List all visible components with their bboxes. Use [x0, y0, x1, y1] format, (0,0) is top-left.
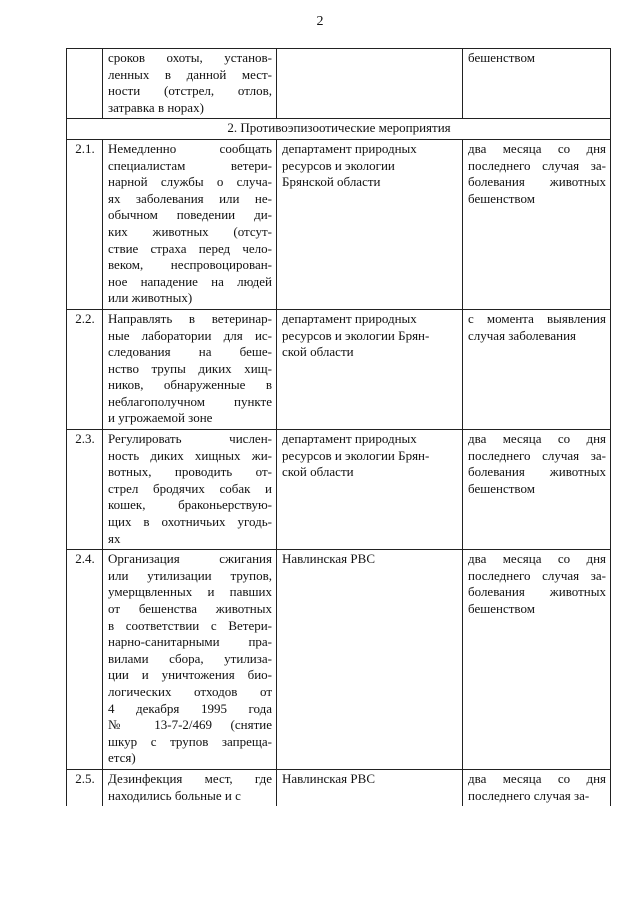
action-cell	[103, 309, 277, 429]
table-row	[67, 550, 611, 770]
cell-text-line: последнего случая за-	[468, 447, 606, 463]
cell-text-line: Брянской области	[282, 174, 381, 190]
cell-text-line: специалистам ветери-	[108, 157, 272, 173]
term-cell	[463, 139, 611, 309]
item-number	[67, 49, 103, 119]
cell-text-line: Немедленно сообщать	[108, 140, 272, 156]
cell-text-line: ресурсов и экологии Брян-	[282, 447, 430, 463]
executor-cell	[277, 49, 463, 119]
item-number: 2.3.	[67, 430, 103, 550]
cell-text-line: департамент природных	[282, 310, 417, 326]
term-cell	[463, 309, 611, 429]
continuation-row	[67, 49, 611, 119]
cell-text-line: последнего случая за-	[468, 567, 606, 583]
cell-text-line: шкур с трупов запреща-	[108, 733, 272, 749]
item-number: 2.2.	[67, 309, 103, 429]
cell-text-line: случая заболевания	[468, 327, 577, 343]
cell-text-line: Навлинская РВС	[282, 551, 375, 567]
section-header-row	[67, 119, 611, 140]
cell-text-line: последнего случая за-	[468, 787, 590, 803]
cell-text-line: неблагополучном пункте	[108, 393, 272, 409]
item-number: 2.1.	[67, 139, 103, 309]
cell-text-line: болевания животных	[468, 464, 606, 480]
cell-text-line: Дезинфекция мест, где	[108, 770, 272, 786]
cell-text-line: бешенством	[468, 601, 535, 616]
cell-text-line: ресурсов и экологии Брян-	[282, 327, 430, 343]
cell-text-line: стрел бродячих собак и	[108, 480, 272, 496]
cell-text-line: болевания животных	[468, 174, 606, 190]
cell-text-line: сроков охоты, установ-	[108, 50, 272, 65]
cell-text-line: 4 декабря 1995 года	[108, 700, 272, 716]
term-cell	[463, 49, 611, 119]
section-title: 2. Противоэпизоотические мероприятия	[67, 119, 611, 140]
cell-text-line: Направлять в ветеринар-	[108, 310, 272, 326]
cell-text-line: нство трупы диких хищ-	[108, 360, 272, 376]
cell-text-line: ской области	[282, 464, 354, 480]
cell-text-line: последнего случая за-	[468, 157, 606, 173]
cell-text-line: ствие страха перед чело-	[108, 240, 272, 256]
cell-text-line: ях заболевания или не-	[108, 190, 272, 206]
executor-cell	[277, 139, 463, 309]
cell-text-line: ность диких хищных жи-	[108, 447, 272, 463]
cell-text-line: бешенством	[468, 480, 535, 496]
cell-text-line: нарной службы о случа-	[108, 174, 272, 190]
cell-text-line: и угрожаемой зоне	[108, 410, 213, 426]
cell-text-line: ное нападение на людей	[108, 273, 272, 289]
cell-text-line: ях	[108, 530, 121, 546]
cell-text-line: № 13-7-2/469 (снятие	[108, 717, 272, 733]
cell-text-line: ности (отстрел, отлов,	[108, 83, 272, 99]
cell-text-line: Организация сжигания	[108, 551, 272, 567]
action-cell	[103, 49, 277, 119]
action-cell	[103, 550, 277, 770]
term-cell	[463, 430, 611, 550]
cell-text-line: затравка в норах)	[108, 99, 204, 115]
cell-text-line: Навлинская РВС	[282, 770, 375, 786]
executor-cell	[277, 769, 463, 806]
cell-text-line: умерщвленных и павших	[108, 584, 272, 600]
executor-cell	[277, 550, 463, 770]
cell-text-line: два месяца со дня	[468, 551, 606, 567]
cell-text-line: вотных, проводить от-	[108, 464, 272, 480]
item-number: 2.5.	[67, 769, 103, 806]
cell-text-line: департамент природных	[282, 140, 417, 156]
cell-text-line: ких животных (отсут-	[108, 223, 272, 239]
cell-text-line: Регулировать числен-	[108, 431, 272, 447]
cell-text-line: болевания животных	[468, 584, 606, 600]
cell-text-line: два месяца со дня	[468, 431, 606, 447]
cell-text-line: ников, обнаруженные в	[108, 377, 272, 393]
table-row	[67, 309, 611, 429]
cell-text-line: два месяца со дня	[468, 140, 606, 156]
cell-text-line: ции и уничтожения био-	[108, 667, 272, 683]
cell-text-line: нарно-санитарными пра-	[108, 634, 272, 650]
cell-text-line: обычном поведении ди-	[108, 207, 272, 223]
measures-table	[66, 48, 611, 806]
cell-text-line: вилами сбора, утилиза-	[108, 650, 272, 666]
cell-text-line: бешенством	[468, 50, 535, 65]
executor-cell	[277, 430, 463, 550]
cell-text-line: находились больные и с	[108, 787, 241, 803]
cell-text-line: ской области	[282, 344, 354, 360]
action-cell	[103, 769, 277, 806]
cell-text-line: бешенством	[468, 190, 535, 206]
table-row	[67, 139, 611, 309]
cell-text-line: от бешенства животных	[108, 601, 272, 616]
measures-table-body	[67, 49, 611, 807]
executor-cell	[277, 309, 463, 429]
cell-text-line: ные лаборатории для ис-	[108, 327, 272, 343]
action-cell	[103, 139, 277, 309]
cell-text-line: два месяца со дня	[468, 770, 606, 786]
cell-text-line: следования на беше-	[108, 344, 272, 360]
term-cell	[463, 769, 611, 806]
cell-text-line: или утилизации трупов,	[108, 567, 272, 583]
page-number: 2	[316, 14, 324, 29]
cell-text-line: веком, неспровоцирован-	[108, 257, 272, 273]
cell-text-line: в соответствии с Ветери-	[108, 617, 272, 633]
table-row	[67, 769, 611, 806]
cell-text-line: ется)	[108, 750, 136, 766]
cell-text-line: щих в охотничьих угодь-	[108, 514, 272, 530]
item-number: 2.4.	[67, 550, 103, 770]
cell-text-line: ресурсов и экологии	[282, 157, 395, 173]
cell-text-line: с момента выявления	[468, 310, 606, 326]
cell-text-line: логических отходов от	[108, 683, 272, 699]
action-cell	[103, 430, 277, 550]
cell-text-line: кошек, браконьерствую-	[108, 497, 272, 513]
cell-text-line: или животных)	[108, 290, 193, 306]
cell-text-line: департамент природных	[282, 431, 417, 447]
table-row	[67, 430, 611, 550]
cell-text-line: ленных в данной мест-	[108, 66, 272, 82]
term-cell	[463, 550, 611, 770]
